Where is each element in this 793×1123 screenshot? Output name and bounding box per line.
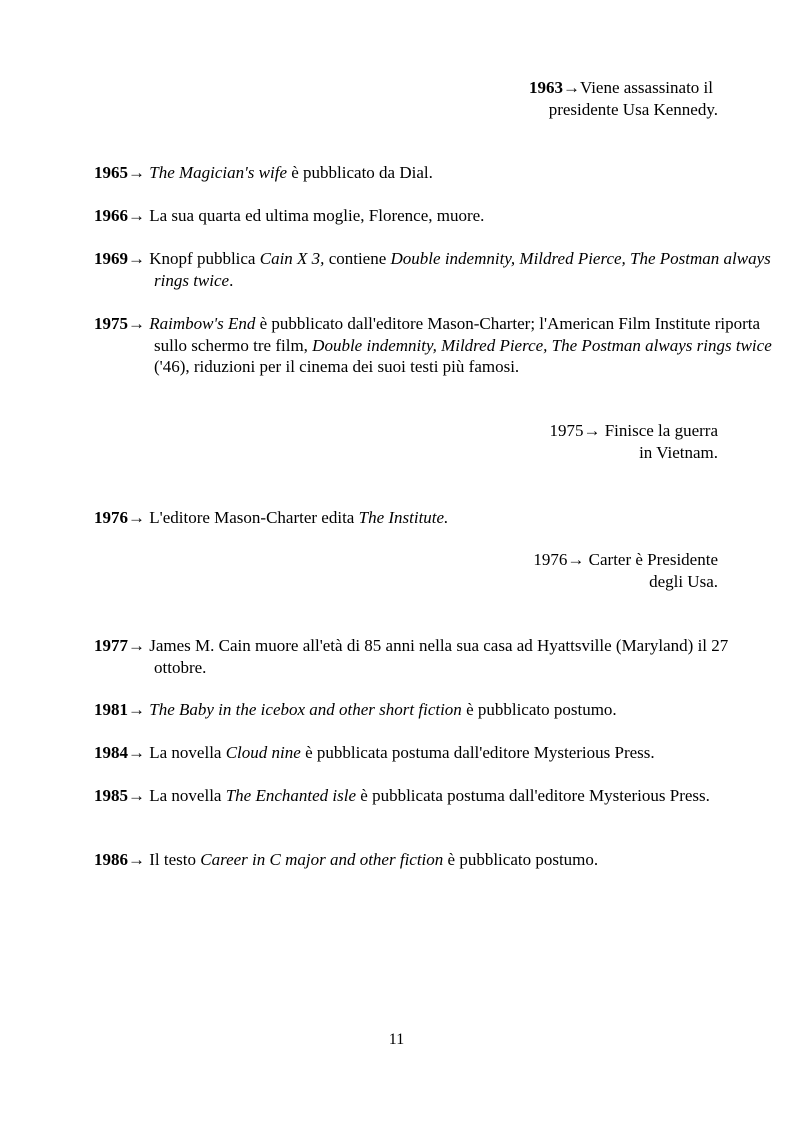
- entry-year: 1984: [94, 743, 128, 762]
- entry-text: è pubblicata postuma dall'editore Mysterious Press.: [356, 786, 710, 805]
- book-title: Career in C major and other fiction: [200, 850, 444, 869]
- entry-text: è pubblicato da Dial.: [287, 163, 433, 182]
- note-text-line2: in Vietnam.: [639, 442, 718, 462]
- world-event-note-1976: [533, 549, 718, 592]
- entry-text: La novella: [149, 743, 226, 762]
- entry-year: 1969: [94, 249, 128, 268]
- book-title: The Enchanted isle: [225, 786, 357, 805]
- timeline-entry-1986: [87, 849, 784, 871]
- book-title: Raimbow's End: [149, 314, 256, 333]
- entry-arrow: →: [128, 636, 150, 655]
- entry-text: è pubblicata postuma dall'editore Mysterious Press.: [300, 743, 655, 762]
- note-text: 1975→ Finisce la guerra: [549, 421, 718, 440]
- entry-text: è pubblicato postumo.: [443, 850, 599, 869]
- entry-year: 1986: [94, 850, 128, 869]
- book-title: The Institute.: [358, 508, 449, 527]
- entry-text: Knopf pubblica: [149, 249, 260, 268]
- entry-year: 1965: [94, 163, 128, 182]
- book-title: Cloud nine: [225, 743, 301, 762]
- timeline-entry-1981: [87, 699, 784, 721]
- note-year: 1963: [528, 78, 563, 97]
- entry-arrow: →: [128, 314, 150, 333]
- book-title: Cain X 3,: [259, 249, 329, 268]
- entry-text: La sua quarta ed ultima moglie, Florence, muore.: [149, 206, 485, 225]
- entry-year: 1966: [94, 206, 128, 225]
- entry-arrow: →: [128, 508, 150, 527]
- entry-arrow: →: [128, 163, 150, 182]
- timeline-entry-1985: [87, 785, 786, 807]
- entry-text: è pubblicato dall'editore Mason-Charter; l'American Film Institute riporta sullo schermo tre film,: [154, 314, 761, 355]
- timeline-entry-1976: [87, 507, 784, 529]
- entry-year: 1976: [94, 508, 128, 527]
- timeline-entry-1984: [87, 742, 784, 764]
- entry-year: 1981: [94, 700, 128, 719]
- timeline-entry-1975: [87, 313, 784, 378]
- entry-arrow: →: [128, 743, 150, 762]
- book-titles: Double indemnity, Mildred Pierce, The Postman always rings twice: [154, 249, 771, 290]
- timeline-entry-1977: [87, 635, 764, 678]
- entry-text: Il testo: [149, 850, 201, 869]
- film-titles: Double indemnity, Mildred Pierce, The Postman always rings twice: [312, 335, 772, 355]
- book-title: The Baby in the icebox and other short fiction: [149, 700, 462, 719]
- entry-text: La novella: [149, 786, 226, 805]
- note-text-line2: presidente Usa Kennedy.: [548, 99, 718, 119]
- note-text-line2: degli Usa.: [649, 571, 718, 591]
- entry-text: ('46), riduzioni per il cinema dei suoi testi più famosi.: [154, 357, 520, 376]
- entry-arrow: →: [128, 850, 150, 869]
- timeline-entry-1965: [87, 162, 784, 184]
- entry-year: 1975: [94, 314, 128, 333]
- timeline-entry-1966: [87, 205, 784, 227]
- world-event-note-1975: [549, 420, 718, 463]
- book-title: The Magician's wife: [149, 163, 287, 182]
- page-number: 11: [388, 1031, 405, 1048]
- note-text: Viene assassinato il: [579, 78, 713, 97]
- entry-text: L'editore Mason-Charter edita: [149, 508, 359, 527]
- timeline-entry-1969: [87, 248, 779, 291]
- entry-text: .: [229, 270, 234, 290]
- note-text: 1976→ Carter è Presidente: [533, 550, 718, 569]
- entry-year: 1985: [94, 786, 128, 805]
- entry-text: James M. Cain muore all'età di 85 anni nella sua casa ad Hyattsville (Maryland) il 27 ottobre.: [149, 636, 729, 677]
- entry-arrow: →: [128, 786, 150, 805]
- entry-text: contiene: [328, 249, 391, 268]
- entry-arrow: →: [128, 206, 150, 225]
- world-event-note-1963: [529, 77, 718, 120]
- entry-text: è pubblicato postumo.: [461, 700, 617, 719]
- entry-year: 1977: [94, 636, 128, 655]
- entry-arrow: →: [128, 249, 150, 268]
- entry-arrow: →: [128, 700, 150, 719]
- note-arrow: →: [562, 78, 580, 97]
